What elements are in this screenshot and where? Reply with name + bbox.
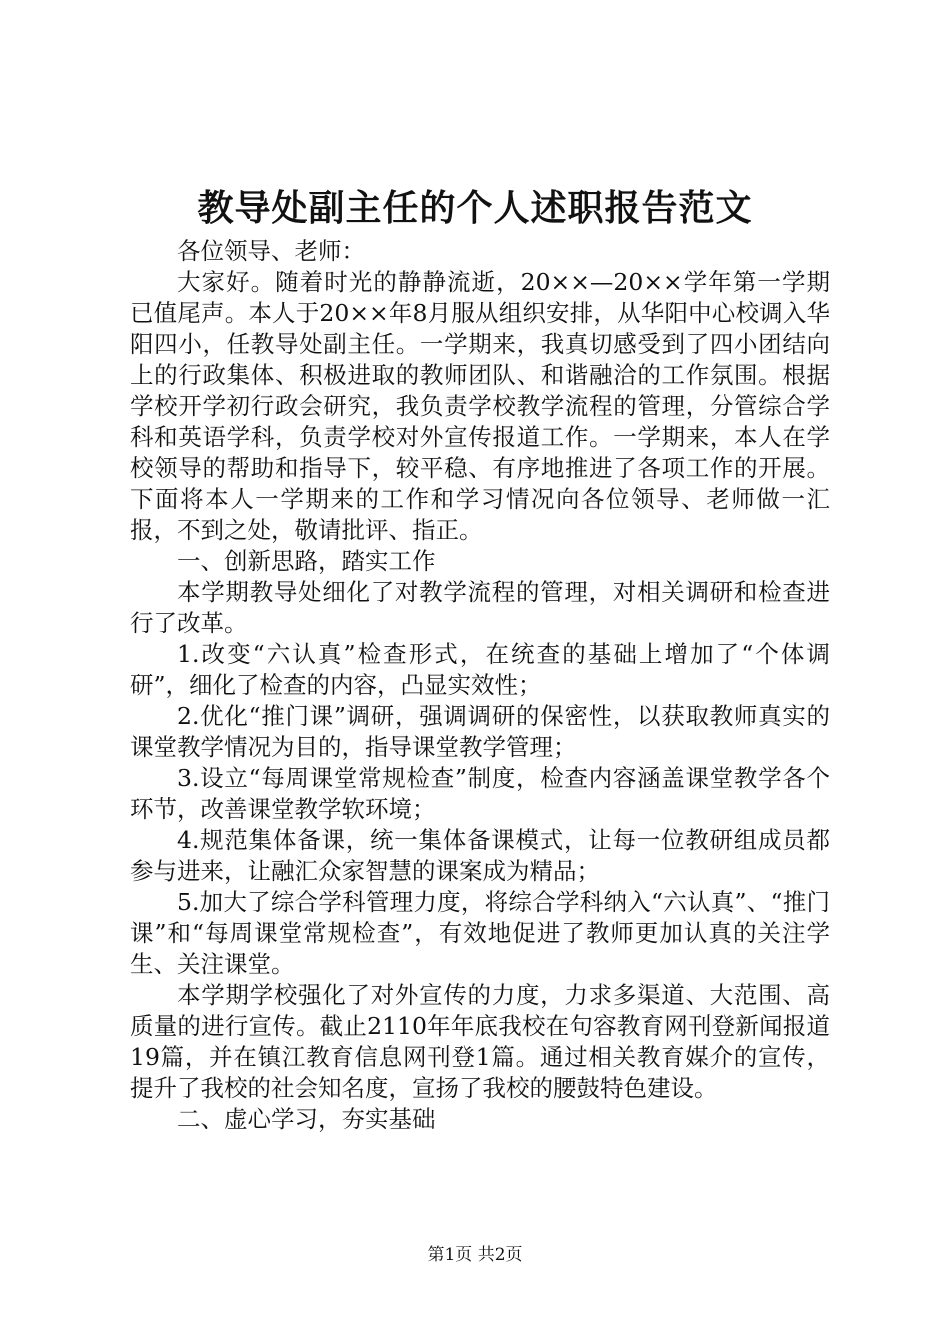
- page-number-footer: 第1页 共2页: [427, 1245, 523, 1265]
- intro-paragraph: 大家好。随着时光的静静流逝，20××—20××学年第一学期已值尾声。本人于20××年8月服从组织安排，从华阳中心校调入华阳四小，任教导处副主任。一学期来，我真切感受到了四小团结向上的行政集体、积极进取的教师团队、和谐融洽的工作氛围。根据学校开学初行政会研究，我负责学校教学流程的管理，分管综合学科和英语学科，负责学校对外宣传报道工作。一学期来，本人在学校领导的帮助和指导下，较平稳、有序地推进了各项工作的开展。下面将本人一学期来的工作和学习情况向各位领导、老师做一汇报，不到之处，敬请批评、指正。: [130, 268, 830, 544]
- document-title: 教导处副主任的个人述职报告范文: [197, 187, 753, 229]
- section-2-heading: 二、虚心学习，夯实基础: [177, 1105, 436, 1133]
- list-item-1: 1.改变“六认真”检查形式，在统查的基础上增加了“个体调研”，细化了检查的内容，凸显实效性；: [130, 640, 830, 699]
- list-item-5: 5.加大了综合学科管理力度，将综合学科纳入“六认真”、“推门课”和“每周课堂常规检查”，有效地促进了教师更加认真的关注学生、关注课堂。: [130, 888, 830, 978]
- list-item-2: 2.优化“推门课”调研，强调调研的保密性，以获取教师真实的课堂教学情况为目的，指导课堂教学管理；: [130, 702, 830, 761]
- publicity-paragraph: 本学期学校强化了对外宣传的力度，力求多渠道、大范围、高质量的进行宣传。截止2110年年底我校在句容教育网刊登新闻报道19篇，并在镇江教育信息网刊登1篇。通过相关教育媒介的宣传，提升了我校的社会知名度，宣扬了我校的腰鼓特色建设。: [130, 981, 830, 1102]
- section-1-heading: 一、创新思路，踏实工作: [177, 547, 436, 575]
- list-item-3: 3.设立“每周课堂常规检查”制度，检查内容涵盖课堂教学各个环节，改善课堂教学软环境；: [130, 764, 830, 823]
- document-body: [130, 236, 830, 1135]
- greeting: 各位领导、老师：: [177, 237, 365, 265]
- list-item-4: 4.规范集体备课，统一集体备课模式，让每一位教研组成员都参与进来，让融汇众家智慧的课案成为精品；: [130, 826, 830, 885]
- section-1-intro: 本学期教导处细化了对教学流程的管理，对相关调研和检查进行了改革。: [130, 578, 830, 637]
